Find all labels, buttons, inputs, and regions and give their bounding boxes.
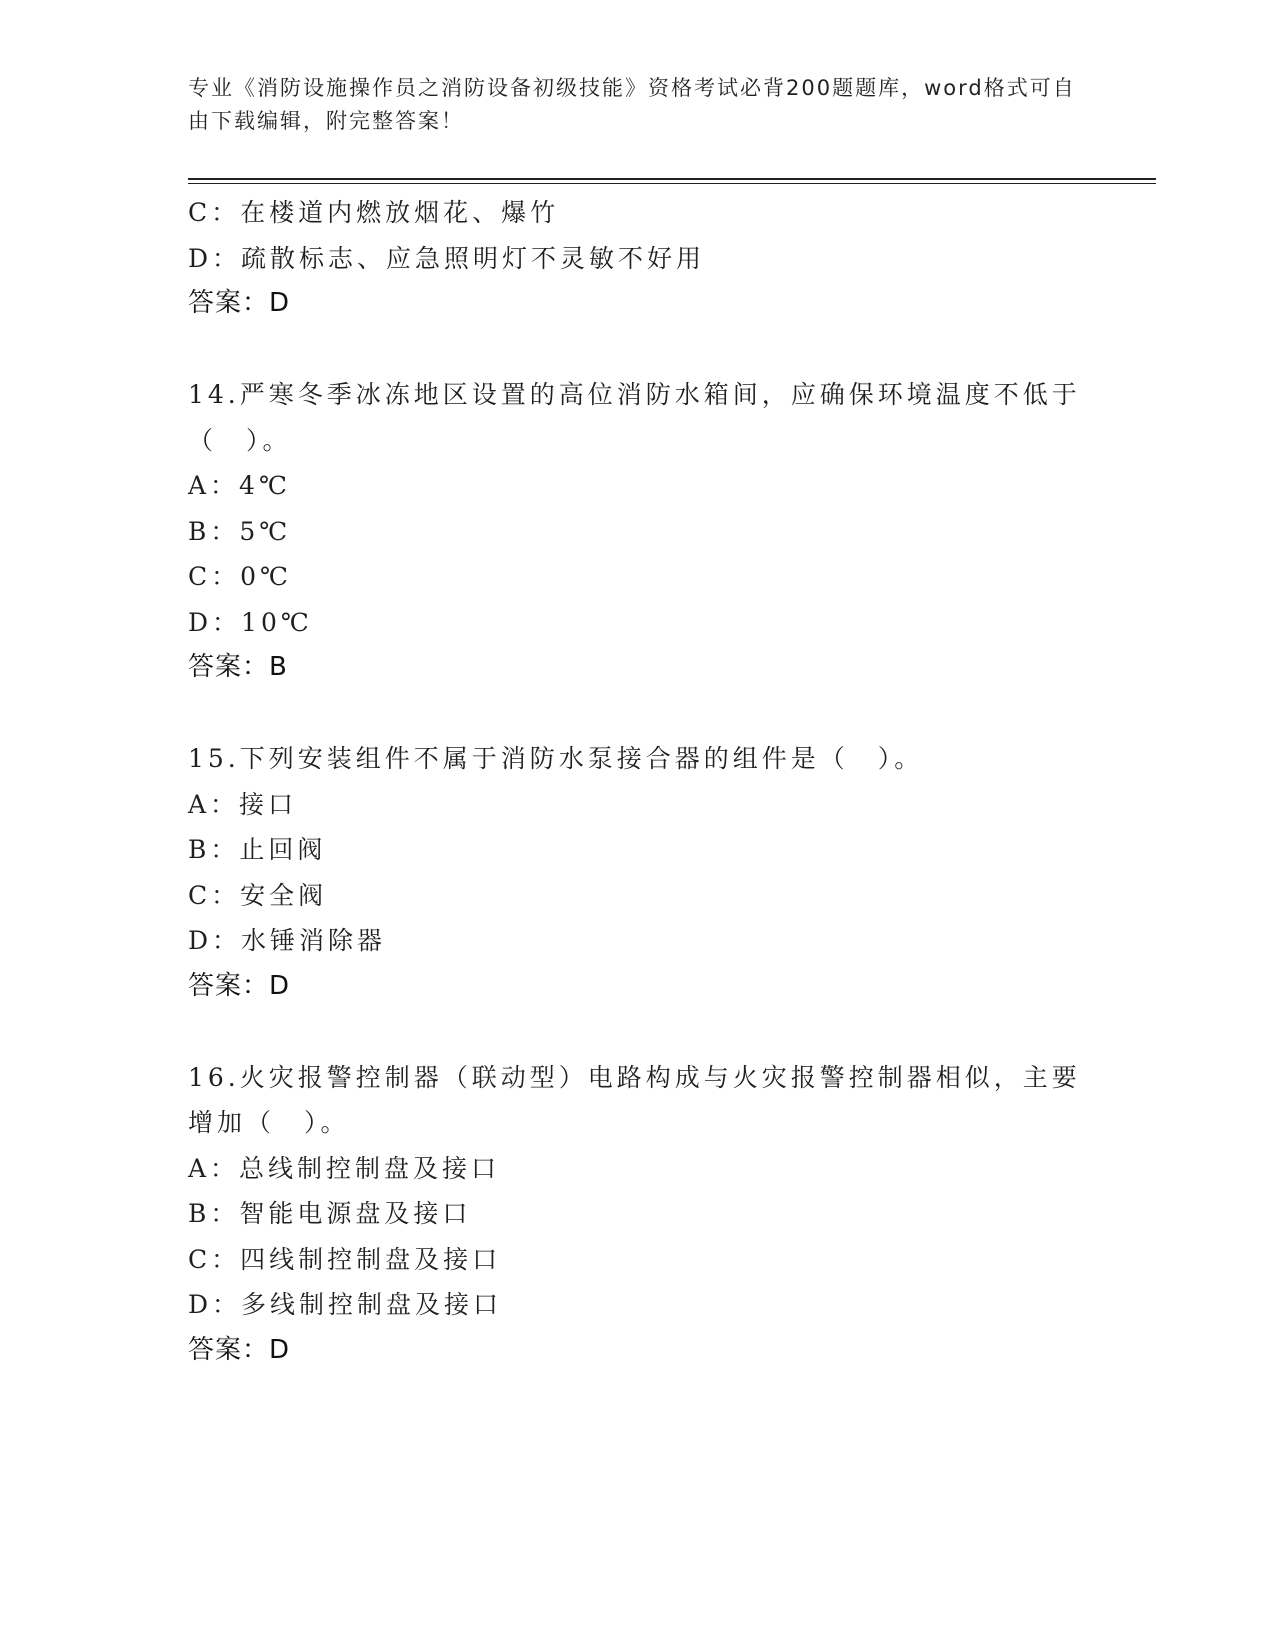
option-d: D：多线制控制盘及接口	[188, 1290, 503, 1319]
option-a: A：4℃	[188, 471, 291, 500]
question-stem: 15.下列安装组件不属于消防水泵接合器的组件是（ ）。	[188, 744, 924, 773]
answer-line: 答案：D	[188, 288, 291, 318]
answer-line: 答案：D	[188, 970, 291, 1001]
option-d: D：10℃	[188, 607, 313, 637]
partial-question	[188, 190, 1088, 327]
option-c: C：安全阀	[188, 880, 328, 910]
question-stem: 14.严寒冬季冰冻地区设置的高位消防水箱间，应确保环境温度不低于（ ）。	[188, 380, 1081, 455]
spacer	[188, 691, 1088, 737]
answer-line: 答案：B	[188, 652, 288, 682]
option-d: D：水锤消除器	[188, 926, 387, 955]
option-d: D：疏散标志、应急照明灯不灵敏不好用	[188, 243, 706, 273]
question-15	[188, 736, 1088, 1009]
option-a: A：总线制控制盘及接口	[188, 1153, 501, 1183]
header-divider-thin	[188, 183, 1156, 184]
question-14	[188, 372, 1088, 691]
option-b: B：智能电源盘及接口	[188, 1199, 472, 1228]
option-b: B：5℃	[188, 516, 292, 546]
question-stem: 16.火灾报警控制器（联动型）电路构成与火灾报警控制器相似，主要增加（ ）。	[188, 1062, 1081, 1137]
option-b: B：止回阀	[188, 835, 327, 864]
option-c: C：0℃	[188, 562, 293, 591]
question-16	[188, 1055, 1088, 1374]
option-a: A：接口	[188, 789, 298, 819]
option-c: C：四线制控制盘及接口	[188, 1244, 502, 1274]
document-header: 专业《消防设施操作员之消防设备初级技能》资格考试必背200题题库，word格式可自由下载编辑，附完整答案！	[188, 76, 1076, 133]
spacer	[188, 1009, 1088, 1055]
question-list	[188, 190, 1088, 1373]
header-divider	[188, 178, 1156, 180]
answer-line: 答案：D	[188, 1334, 291, 1365]
option-c: C：在楼道内燃放烟花、爆竹	[188, 198, 560, 227]
spacer	[188, 327, 1088, 373]
